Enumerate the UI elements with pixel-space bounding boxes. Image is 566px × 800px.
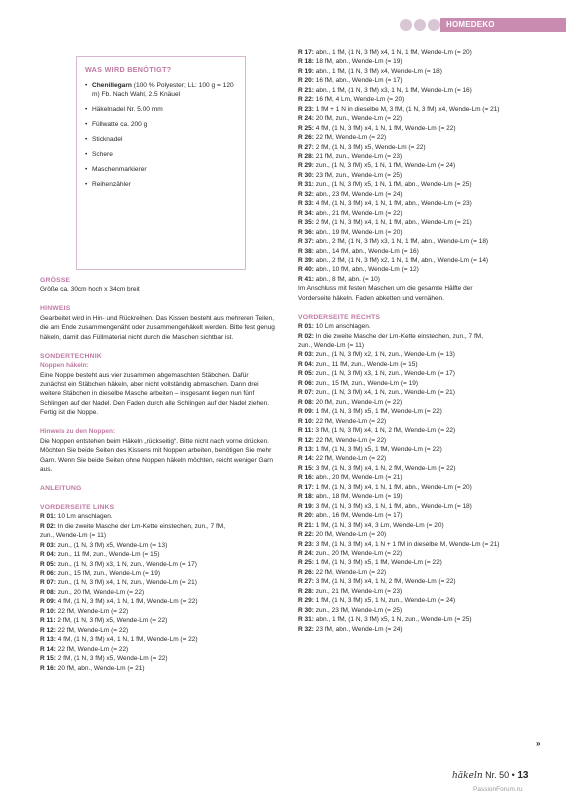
instruction-row (298, 454, 548, 463)
row-label: R 10: (298, 417, 314, 425)
row-text: zun., 23 fM, Wende-Lm (= 25) (315, 606, 403, 614)
row-text: 10 Lm anschlagen. (315, 323, 371, 331)
row-label: R 31: (298, 616, 314, 624)
row-text: abn., 1 fM, (1 N, 3 fM) x4, Wende-Lm (= 18) (315, 67, 442, 75)
row-text: 4 fM, (1 N, 3 fM) x4, 1 N, 1 fM, Wende-Lm (= 22) (315, 124, 456, 132)
row-text: 22 fM, Wende-Lm (= 22) (57, 626, 129, 634)
instruction-row (40, 588, 275, 597)
footer-separator: • (511, 770, 515, 780)
instruction-row (298, 256, 548, 265)
row-label: R 03: (298, 351, 314, 359)
row-text: In die zweite Masche der Lm-Kette einstechen, zun., 7 fM, (57, 522, 225, 530)
materials-title: WAS WIRD BENÖTIGT? (85, 65, 172, 74)
row-text: 23 fM, zun., Wende-Lm (= 25) (315, 171, 403, 179)
row-text: zun., 15 fM, zun., Wende-Lm (= 19) (315, 379, 419, 387)
row-text: 21 fM, zun., Wende-Lm (= 23) (315, 152, 403, 160)
instruction-row (298, 521, 548, 530)
instruction-row (298, 114, 548, 123)
decor-dot (400, 19, 412, 31)
row-text: abn., 19 fM, Wende-Lm (= 20) (315, 228, 403, 236)
row-text: 22 fM, Wende-Lm (= 22) (57, 607, 129, 615)
row-text: abn., 1 fM, (1 N, 3 fM) x5, 1 N, zun., Wende-Lm (= 25) (315, 616, 472, 624)
instruction-row (298, 341, 548, 350)
instruction-row (298, 360, 548, 369)
instruction-row (40, 607, 275, 616)
row-text: abn., 18 fM, Wende-Lm (= 19) (315, 493, 403, 501)
row-label: R 09: (40, 598, 56, 606)
instruction-row (298, 577, 548, 586)
row-text: 1 fM, (1 N, 3 fM) x5, 1 N, zun., Wende-Lm (= 24) (315, 597, 456, 605)
page-number: 13 (517, 770, 529, 781)
row-label: R 06: (40, 569, 56, 577)
material-detail: (100 % Polyester; LL: 100 g = 120 m) Fb. Nach Wahl, 2.5 Knäuel (92, 82, 234, 98)
decor-dot (428, 19, 440, 31)
materials-list (85, 81, 237, 189)
bobble-note-text: Die Noppen entstehen beim Häkeln „rückseitig“. Bitte nicht nach vorne drücken. Möchten Sie beide Seiten des Kissens mit Noppen arbeiten, benötigen Sie mehr Garn. Wenn Sie beide Seiten ohne Noppen häkeln möchten, reicht weniger Garn aus. (40, 437, 273, 474)
row-text: zun., (1 N, 3 fM) x4, 1 N, zun., Wende-Lm (= 21) (57, 579, 197, 587)
material-item: • Schere (85, 150, 237, 159)
row-text: abn., 1 fM, (1 N, 3 fM) x3, 1 N, 1 fM, Wende-Lm (= 16) (315, 86, 472, 94)
row-text: abn., 21 fM, Wende-Lm (= 22) (315, 209, 403, 217)
instruction-row (40, 512, 275, 521)
row-text: zun., 20 fM, Wende-Lm (= 22) (57, 588, 145, 596)
instruction-row (298, 540, 548, 549)
row-text: abn., 10 fM, abn., Wende-Lm (= 12) (315, 266, 419, 274)
instruction-row (298, 530, 548, 539)
left-column (40, 276, 275, 673)
row-label: R 36: (298, 228, 314, 236)
row-label: R 20: (298, 77, 314, 85)
instruction-row (298, 67, 548, 76)
row-label: R 31: (298, 181, 314, 189)
section-header (400, 18, 566, 32)
material-item: • Maschenmarkierer (85, 165, 237, 174)
instruction-row (298, 417, 548, 426)
instruction-row (40, 635, 275, 644)
note-heading: HINWEIS (40, 305, 71, 313)
row-label: R 32: (298, 625, 314, 633)
decor-dot (414, 19, 426, 31)
row-label: R 30: (298, 171, 314, 179)
row-label: R 21: (298, 86, 314, 94)
bobble-heading: Noppen häkeln: (40, 362, 89, 370)
instruction-row (298, 265, 548, 274)
row-label: R 04: (40, 551, 56, 559)
row-label: R 38: (298, 247, 314, 255)
row-label: R 17: (298, 49, 314, 56)
row-label: R 22: (298, 531, 314, 539)
technique-heading: SONDERTECHNIK (40, 352, 102, 360)
row-text: zun., 11 fM, zun., Wende-Lm (= 15) (315, 360, 418, 368)
row-label: R 28: (298, 587, 314, 595)
instruction-row (298, 209, 548, 218)
instruction-row (298, 511, 548, 520)
row-label: R 37: (298, 238, 314, 246)
row-label: R 17: (298, 483, 314, 491)
instruction-row (298, 199, 548, 208)
header-dots (400, 19, 440, 31)
instruction-row (40, 531, 275, 540)
row-text: 4 fM, (1 N, 3 fM) x4, 1 N, 1 fM, Wende-Lm (= 22) (57, 598, 198, 606)
row-text: 3 fM, (1 N, 3 fM) x4, 1 N, 2 fM, Wende-Lm (= 22) (315, 464, 456, 472)
instruction-row (298, 332, 548, 341)
instruction-row (298, 464, 548, 473)
row-text: In die zweite Masche der Lm-Kette einstechen, zun., 7 fM, (315, 332, 483, 340)
row-label: R 41: (298, 275, 314, 283)
instruction-row (298, 275, 548, 284)
row-text: 20 fM, zun., Wende-Lm (= 22) (315, 398, 403, 406)
row-text: abn., 1 fM, (1 N, 3 fM) x4, 1 N, 1 fM, Wende-Lm (= 20) (315, 49, 472, 56)
instruction-row (298, 152, 548, 161)
instruction-row (298, 369, 548, 378)
row-text: 4 fM, (1 N, 3 fM) x4, 1 N, 1 fM, Wende-Lm (= 22) (57, 636, 198, 644)
row-text: abn., 16 fM, Wende-Lm (= 17) (315, 512, 403, 520)
row-label: R 06: (298, 379, 314, 387)
instruction-row (40, 541, 275, 550)
bobble-text: Eine Noppe besteht aus vier zusammen abgemaschten Stäbchen. Dafür zunächst ein Stäbchen häkeln, aber nicht vollständig abmaschen. Dann drei weitere Stäbchen in dieselbe Masche arbeiten – insgesamt liegen nun fünf Schlingen auf der Nadel. Den Faden durch alle Schlingen auf der Nadel ziehen. Fertig ist die Noppe. (40, 371, 270, 417)
front-left-heading: VORDERSEITE LINKS (40, 503, 115, 511)
row-text: 3 fM, (1 N, 3 fM) x4, 1 N + 1 fM in dieselbe M, Wende-Lm (= 21) (315, 540, 500, 548)
instruction-row (40, 616, 275, 625)
row-text: zun., (1 N, 3 fM) x5, 1 N, 1 fM, abn., Wende-Lm (= 25) (315, 181, 472, 189)
instructions-heading: ANLEITUNG (40, 484, 82, 492)
materials-box (76, 56, 246, 270)
row-text: zun., (1 N, 3 fM) x3, 1 N, zun., Wende-Lm (= 17) (57, 560, 197, 568)
row-text: 22 fM, Wende-Lm (= 22) (315, 455, 387, 463)
instruction-row (40, 522, 275, 531)
row-text: zun., 11 fM, zun., Wende-Lm (= 15) (57, 551, 160, 559)
material-name: Chenillegarn (92, 82, 132, 89)
row-label: R 26: (298, 568, 314, 576)
instruction-row (298, 398, 548, 407)
row-label: R 23: (298, 540, 314, 548)
row-label: R 40: (298, 266, 314, 274)
section-tag: HOMEDEKO (440, 18, 566, 32)
row-text: 20 fM, Wende-Lm (= 20) (315, 531, 387, 539)
instruction-row (298, 247, 548, 256)
row-text: abn., 23 fM, Wende-Lm (= 24) (315, 190, 403, 198)
row-label: R 28: (298, 152, 314, 160)
row-label: R 14: (40, 645, 56, 653)
instruction-row (298, 558, 548, 567)
row-text: 22 fM, Wende-Lm (= 22) (315, 436, 387, 444)
row-text: zun., Wende-Lm (= 11) (298, 342, 365, 350)
instruction-row (298, 105, 548, 114)
row-label: R 01: (40, 513, 56, 521)
instruction-row (40, 654, 275, 663)
row-label: R 29: (298, 162, 314, 170)
row-text: 20 fM, zun., Wende-Lm (= 22) (315, 115, 403, 123)
instruction-row (298, 445, 548, 454)
material-item (85, 81, 237, 99)
row-text: 1 fM, (1 N, 3 fM) x5, 1 fM, Wende-Lm (= 22) (315, 446, 442, 454)
row-label: R 25: (298, 124, 314, 132)
row-label: R 33: (298, 200, 314, 208)
row-text: 3 fM, (1 N, 3 fM) x4, 1 N, 2 fM, Wende-Lm (= 22) (315, 578, 456, 586)
row-text: 22 fM, Wende-Lm (= 22) (315, 568, 387, 576)
row-text: 22 fM, Wende-Lm (= 22) (57, 645, 129, 653)
instruction-row (298, 171, 548, 180)
instruction-row (298, 237, 548, 246)
row-label: R 18: (298, 493, 314, 501)
row-label: R 15: (40, 655, 56, 663)
row-label: R 21: (298, 521, 314, 529)
instruction-row (298, 86, 548, 95)
row-text: zun., (1 N, 3 fM) x5, 1 N, 1 fM, Wende-Lm (= 24) (315, 162, 456, 170)
row-label: R 22: (298, 96, 314, 104)
row-label: R 15: (298, 464, 314, 472)
row-label: R 24: (298, 115, 314, 123)
row-label: R 11: (298, 427, 314, 435)
row-text: 1 fM, (1 N, 3 fM) x5, 1 fM, Wende-Lm (= 22) (315, 408, 442, 416)
size-text: Größe ca. 30cm hoch x 34cm breit (40, 286, 140, 294)
row-text: 18 fM, abn., Wende-Lm (= 19) (315, 58, 403, 66)
instruction-row (298, 549, 548, 558)
row-label: R 12: (298, 436, 314, 444)
instruction-row (298, 161, 548, 170)
row-label: R 27: (298, 143, 314, 151)
instruction-row (298, 426, 548, 435)
row-text: zun., 20 fM, Wende-Lm (= 22) (315, 550, 403, 557)
row-text: zun., Wende-Lm (= 11) (40, 532, 107, 540)
instruction-row (298, 615, 548, 624)
instruction-row (40, 664, 275, 673)
instruction-row (298, 48, 548, 57)
instruction-row (298, 76, 548, 85)
row-label: R 20: (298, 512, 314, 520)
row-label: R 05: (40, 560, 56, 568)
instruction-row (40, 597, 275, 606)
instruction-row (298, 143, 548, 152)
continue-arrow: » (536, 739, 541, 748)
row-label: R 27: (298, 578, 314, 586)
note-text: Gearbeitet wird in Hin- und Rückreihen. Das Kissen besteht aus mehreren Teilen, die am Ende zusammengenäht oder zusammengehäkelt werden. Bitte fest genug häkeln, damit das Füllmaterial nicht durch die Maschen sichtbar ist. (40, 314, 275, 341)
row-text: zun., (1 N, 3 fM) x2, 1 N, zun., Wende-Lm (= 13) (315, 351, 455, 359)
row-text: 1 fM, (1 N, 3 fM) x4, 1 N, 1 fM, abn., Wende-Lm (= 20) (315, 483, 472, 491)
row-label: R 35: (298, 219, 314, 227)
row-label: R 03: (40, 541, 56, 549)
row-label: R 12: (40, 626, 56, 634)
instruction-row (298, 625, 548, 634)
watermark: PassionForum.ru (473, 786, 523, 793)
row-label: R 25: (298, 559, 314, 567)
row-text: 22 fM, Wende-Lm (= 22) (315, 417, 387, 425)
instruction-row (298, 57, 548, 66)
front-right-rows (298, 322, 548, 634)
row-text: 3 fM, (1 N, 3 fM) x3, 1 N, 1 fM, abn., Wende-Lm (= 18) (315, 502, 472, 510)
instruction-row (298, 502, 548, 511)
instruction-row (298, 483, 548, 492)
row-text: 3 fM, (1 N, 3 fM) x4, 1 N, 2 fM, Wende-Lm (= 22) (315, 427, 456, 435)
row-text: 1 fM, (1 N, 3 fM) x5, 1 fM, Wende-Lm (= 22) (315, 559, 442, 567)
row-text: 1 fM, (1 N, 3 fM) x4, 3 Lm, Wende-Lm (= 20) (315, 521, 444, 529)
row-label: R 30: (298, 606, 314, 614)
instruction-row (298, 133, 548, 142)
row-label: R 23: (298, 105, 314, 113)
row-label: R 19: (298, 67, 314, 75)
row-label: R 18: (298, 58, 314, 66)
closing-line-2: Vorderseite häkeln. Faden abketten und vernähen. (298, 294, 444, 302)
row-text: zun., (1 N, 3 fM) x3, 1 N, zun., Wende-Lm (= 17) (315, 370, 455, 378)
instruction-row (298, 596, 548, 605)
instruction-row (298, 492, 548, 501)
row-text: zun., (1 N, 3 fM) x4, 1 N, zun., Wende-Lm (= 21) (315, 389, 455, 397)
front-left-rows-cont (298, 48, 548, 284)
instruction-row (298, 473, 548, 482)
row-label: R 16: (298, 474, 314, 482)
instruction-row (40, 578, 275, 587)
instruction-row (298, 322, 548, 331)
row-text: zun., (1 N, 3 fM) x5, Wende-Lm (= 13) (57, 541, 168, 549)
front-right-heading: VORDERSEITE RECHTS (298, 313, 381, 321)
row-label: R 16: (40, 664, 56, 672)
row-label: R 19: (298, 502, 314, 510)
row-text: 22 fM, Wende-Lm (= 22) (315, 134, 387, 142)
material-item: • Häkelnadel Nr. 5.00 mm (85, 105, 237, 114)
bobble-note-heading: Hinweis zu den Noppen: (40, 428, 116, 436)
instruction-row (298, 228, 548, 237)
instruction-row (40, 645, 275, 654)
material-item: • Sticknadel (85, 135, 237, 144)
instruction-row (298, 180, 548, 189)
row-label: R 26: (298, 134, 314, 142)
row-text: 4 fM, (1 N, 3 fM) x4, 1 N, 1 fM, abn., Wende-Lm (= 23) (315, 200, 472, 208)
row-text: 20 fM, abn., Wende-Lm (= 21) (57, 664, 145, 672)
row-label: R 24: (298, 550, 314, 557)
closing-line-1: Im Anschluss mit festen Maschen um die gesamte Hälfte der (298, 285, 473, 293)
row-text: zun., 21 fM, Wende-Lm (= 23) (315, 587, 403, 595)
issue-number: Nr. 50 (485, 770, 510, 780)
row-text: abn., 2 fM, (1 N, 3 fM) x2, 1 N, 1 fM, abn., Wende-Lm (= 14) (315, 256, 489, 264)
instruction-row (298, 124, 548, 133)
row-label: R 07: (40, 579, 56, 587)
material-item: • Füllwatte ca. 200 g (85, 120, 237, 129)
row-text: 2 fM, (1 N, 3 fM) x5, Wende-Lm (= 22) (57, 617, 168, 625)
row-text: abn., 2 fM, (1 N, 3 fM) x3, 1 N, 1 fM, abn., Wende-Lm (= 18) (315, 238, 489, 246)
instruction-row (298, 350, 548, 359)
row-text: abn., 20 fM, Wende-Lm (= 21) (315, 474, 403, 482)
row-label: R 34: (298, 209, 314, 217)
row-text: 23 fM, abn., Wende-Lm (= 24) (315, 625, 403, 633)
row-text: 2 fM, (1 N, 3 fM) x5, Wende-Lm (= 22) (57, 655, 168, 663)
instruction-row (298, 587, 548, 596)
row-text: 2 fM, (1 N, 3 fM) x4, 1 N, 1 fM, abn., Wende-Lm (= 21) (315, 219, 472, 227)
instruction-row (298, 95, 548, 104)
row-text: zun., 15 fM, zun., Wende-Lm (= 19) (57, 569, 161, 577)
instruction-row (40, 560, 275, 569)
instruction-row (298, 379, 548, 388)
row-label: R 05: (298, 370, 314, 378)
row-label: R 08: (40, 588, 56, 596)
row-label: R 11: (40, 617, 56, 625)
instruction-row (40, 626, 275, 635)
instruction-row (298, 218, 548, 227)
row-label: R 32: (298, 190, 314, 198)
row-label: R 07: (298, 389, 314, 397)
row-label: R 08: (298, 398, 314, 406)
instruction-row (298, 190, 548, 199)
row-label: R 10: (40, 607, 56, 615)
instruction-row (298, 606, 548, 615)
row-label: R 13: (298, 446, 314, 454)
magazine-name: häkeln (452, 771, 483, 781)
row-label: R 39: (298, 256, 314, 264)
front-left-rows (40, 512, 275, 673)
row-text: 2 fM, (1 N, 3 fM) x5, Wende-Lm (= 22) (315, 143, 426, 151)
instruction-row (298, 407, 548, 416)
instruction-row (298, 388, 548, 397)
row-label: R 02: (40, 522, 56, 530)
instruction-row (298, 568, 548, 577)
row-label: R 02: (298, 332, 314, 340)
page-footer (452, 770, 528, 781)
instruction-row (40, 550, 275, 559)
row-text: 10 Lm anschlagen. (57, 513, 113, 521)
row-text: 1 fM + 1 N in dieselbe M, 3 fM, (1 N, 3 fM) x4, Wende-Lm (= 21) (315, 105, 500, 113)
instruction-row (298, 436, 548, 445)
row-label: R 01: (298, 323, 314, 331)
row-text: 16 fM, abn., Wende-Lm (= 17) (315, 77, 403, 85)
row-text: abn., 14 fM, abn., Wende-Lm (= 16) (315, 247, 419, 255)
row-label: R 29: (298, 597, 314, 605)
row-label: R 13: (40, 636, 56, 644)
row-label: R 14: (298, 455, 314, 463)
row-text: abn., 8 fM, abn. (= 10) (315, 275, 380, 283)
size-heading: GRÖSSE (40, 277, 71, 284)
row-text: 16 fM, 4 Lm, Wende-Lm (= 20) (315, 96, 405, 104)
row-label: R 04: (298, 360, 314, 368)
material-item: • Reihenzähler (85, 180, 237, 189)
row-label: R 09: (298, 408, 314, 416)
right-column (298, 48, 548, 634)
instruction-row (40, 569, 275, 578)
